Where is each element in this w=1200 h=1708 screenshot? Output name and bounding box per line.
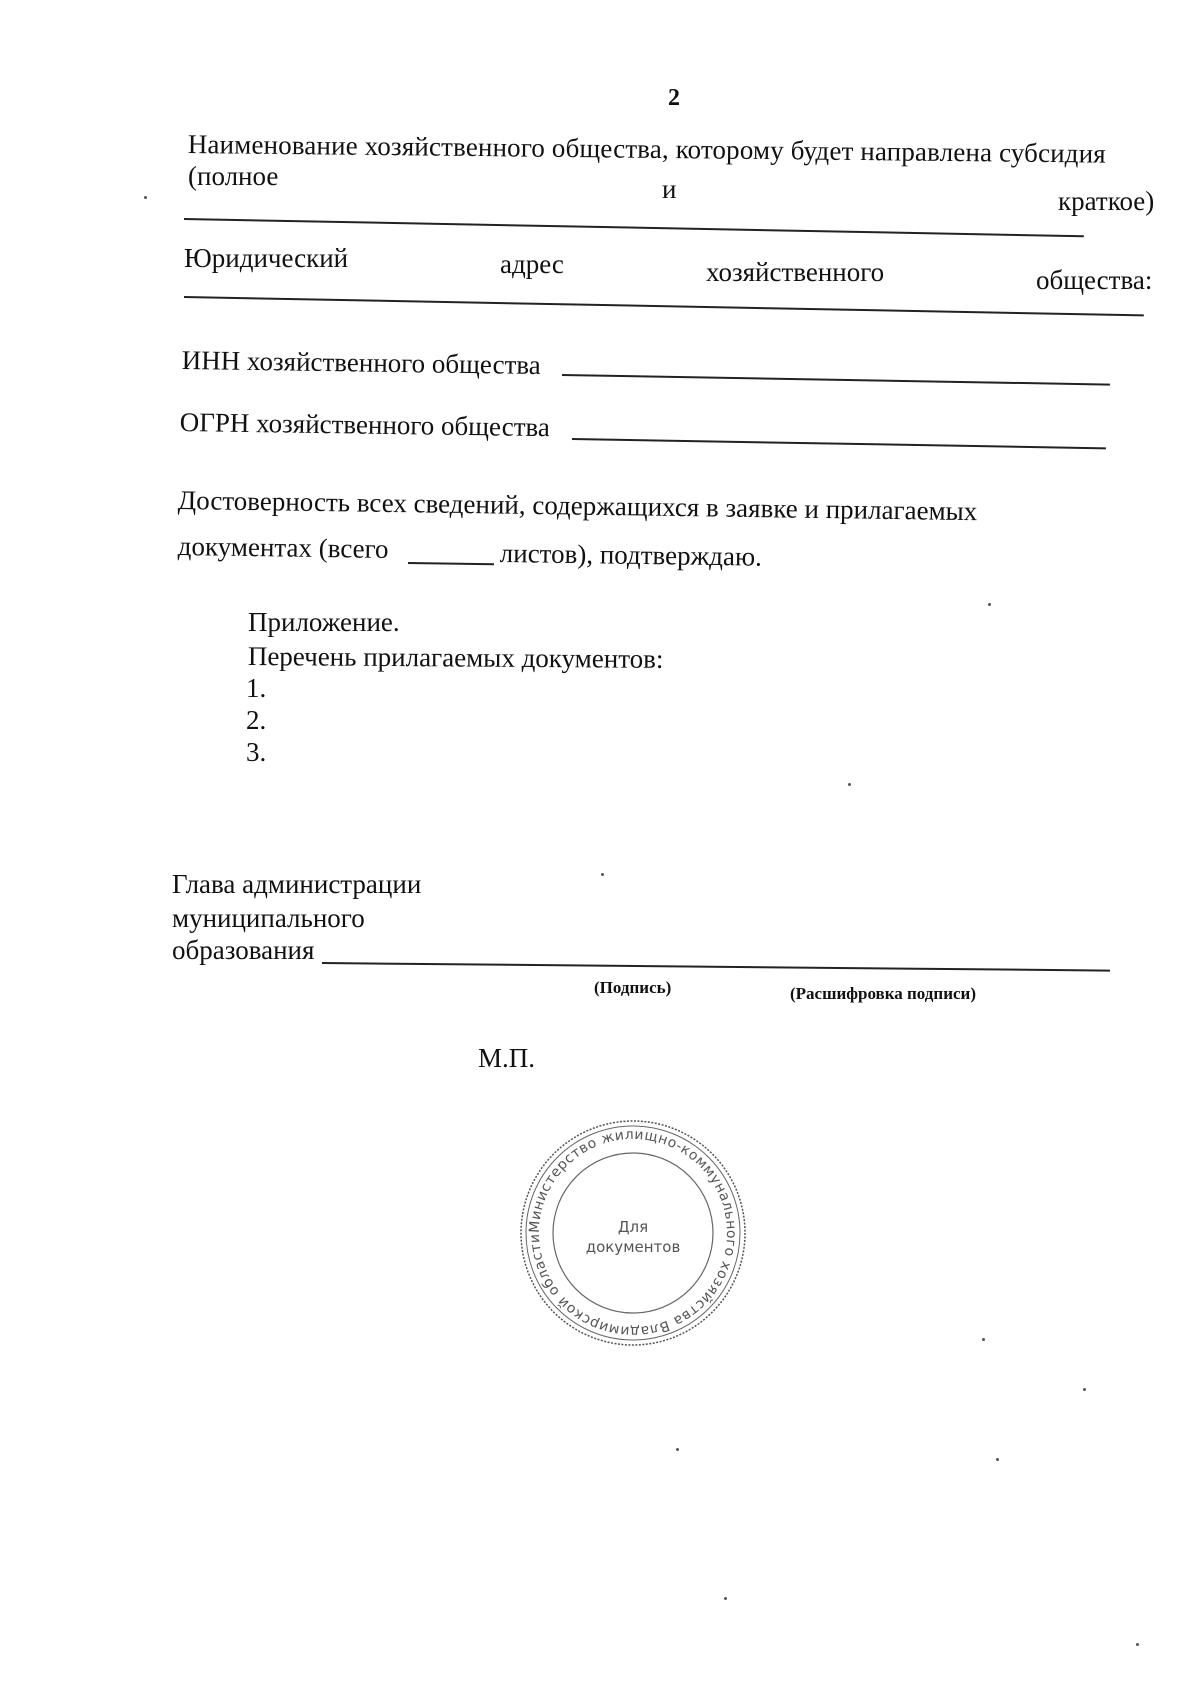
company-name-short-word: краткое) <box>1058 186 1155 216</box>
company-name-and-word: и <box>662 174 677 204</box>
scan-speck <box>1136 1643 1139 1646</box>
attachment-item-2: 2. <box>246 705 267 735</box>
signature-line <box>322 962 1110 972</box>
scan-speck <box>1083 1388 1086 1391</box>
company-name-line <box>184 218 1084 237</box>
scan-speck <box>144 196 147 199</box>
ogrn-field-line <box>572 438 1106 449</box>
inn-field-line <box>562 374 1110 386</box>
attachment-item-1: 1. <box>246 673 267 703</box>
scan-speck <box>724 1597 727 1600</box>
attachment-list-title: Перечень прилагаемых документов: <box>247 641 664 674</box>
attachment-item-3: 3. <box>246 737 267 767</box>
signature-title-line3: образования <box>172 935 315 965</box>
company-name-label: Наименование хозяйственного общества, которому будет направлена субсидия <box>187 128 1106 169</box>
signature-title-line2: муниципального <box>172 903 365 933</box>
reliability-statement-line2-after: листов), подтверждаю. <box>499 537 763 572</box>
signature-caption: (Подпись) <box>594 978 672 997</box>
stamp-center-line2: документов <box>585 1238 681 1256</box>
scan-speck <box>848 783 851 786</box>
signature-title-line1: Глава администрации <box>172 869 422 899</box>
reliability-statement-line2-before: документах (всего <box>177 530 389 564</box>
scan-speck <box>676 1448 679 1451</box>
legal-address-word3: хозяйственного <box>706 257 885 287</box>
stamp-ring-text: Министерство жилищно-коммунального хозяйства Владимирской области <box>526 1126 740 1340</box>
stamp-center-line1: Для <box>617 1218 649 1236</box>
company-name-full-word: (полное <box>188 161 279 191</box>
scan-speck <box>982 1338 985 1341</box>
sheet-count-line <box>408 562 494 565</box>
official-stamp <box>518 1118 748 1348</box>
legal-address-line <box>184 296 1144 316</box>
legal-address-word4: общества: <box>1036 265 1153 295</box>
attachment-title: Приложение. <box>248 607 400 637</box>
legal-address-word2: адрес <box>500 249 564 279</box>
inn-label: ИНН хозяйственного общества <box>181 344 541 381</box>
legal-address-word1: Юридический <box>184 243 349 273</box>
page-number: 2 <box>668 85 680 111</box>
signature-decode-caption: (Расшифровка подписи) <box>790 984 976 1003</box>
scan-speck <box>988 603 991 606</box>
scan-speck <box>601 873 604 876</box>
seal-place-label: М.П. <box>478 1043 536 1073</box>
scan-speck <box>996 1458 999 1461</box>
ogrn-label: ОГРН хозяйственного общества <box>179 406 551 443</box>
reliability-statement-line1: Достоверность всех сведений, содержащихся в заявке и прилагаемых <box>177 484 978 527</box>
